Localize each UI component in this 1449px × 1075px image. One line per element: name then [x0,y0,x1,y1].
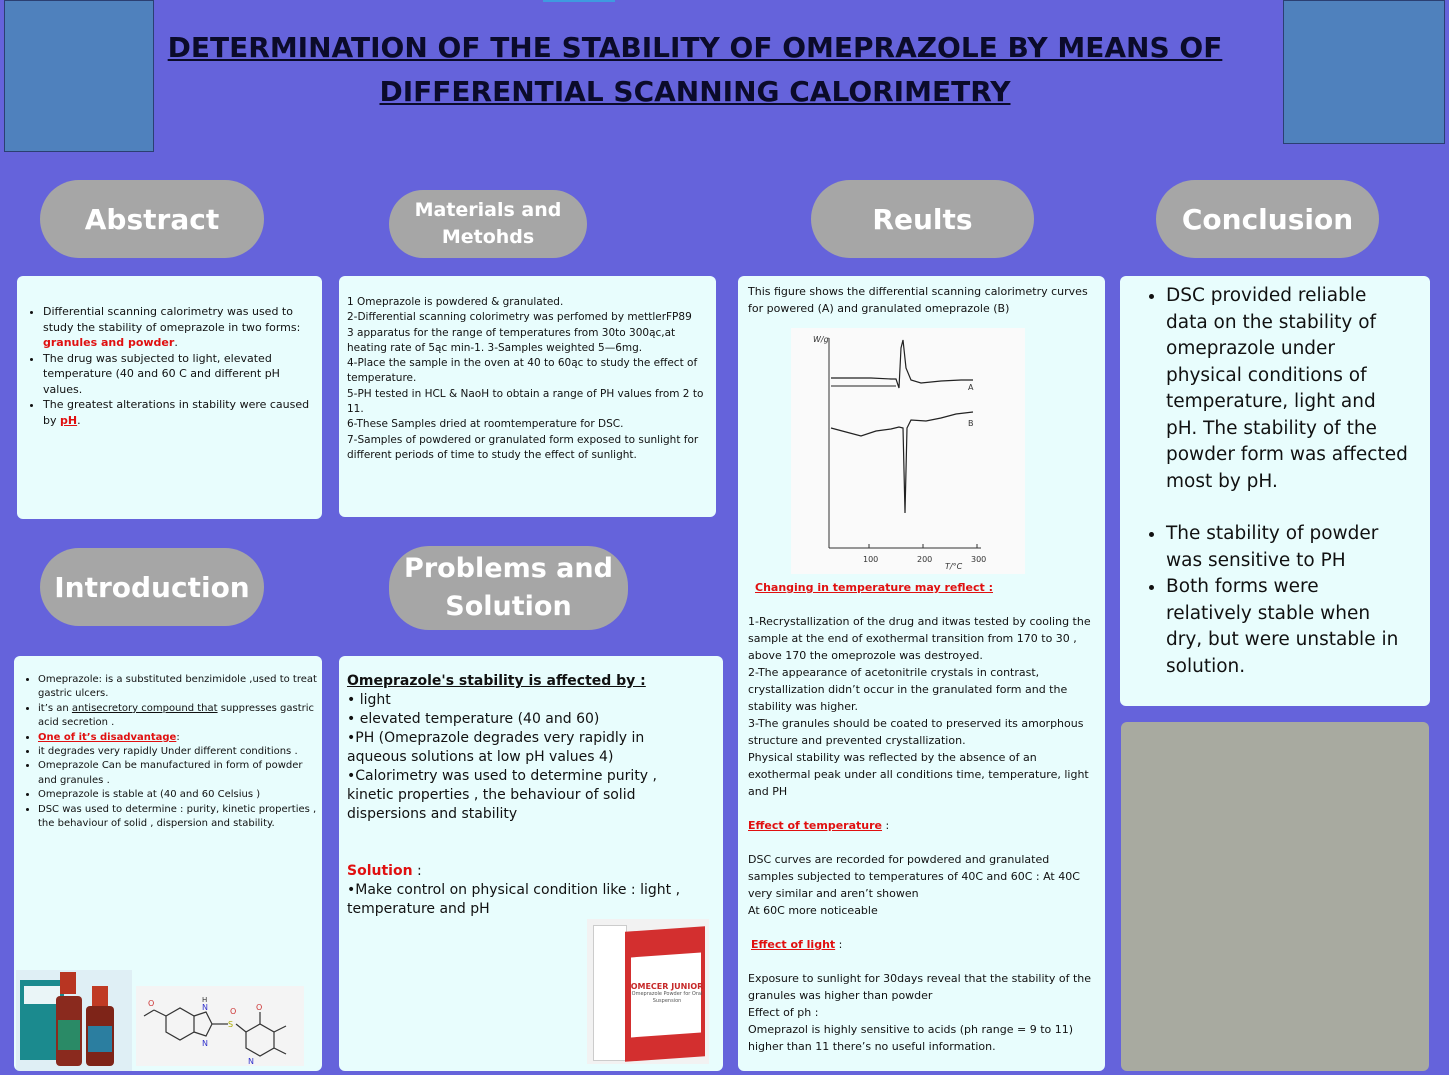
problems-lines [347,691,683,824]
effect-temp-heading: Effect of temperature : [748,819,890,832]
materials-line-6: 6-These Samples dried at roomtemperature for DSC. [347,418,624,431]
svg-text:H: H [202,996,208,1004]
curve-b-label: B [968,419,974,428]
product-name-label: OMECER JUNIOR [630,982,704,991]
poster-title [160,26,1230,114]
temp-line-4: Physical stability was reflected by the absence of an exothermal peak under all conditions time, temperature, light and PH [748,751,1089,798]
effect-ph-line: Omeprazol is highly sensitive to acids (ph range = 9 to 11) higher than 11 there’s no useful information. [748,1023,1074,1053]
problems-line-3: •PH (Omeprazole degrades very rapidly in aqueous solutions at low pH values 4) [347,730,645,765]
solution-label: Solution : [347,863,422,879]
effect-temp-line-2: At 60C more noticeable [748,904,878,917]
intro-bullet-6: • Omeprazole is stable at (40 and 60 Celsius ) [38,788,320,802]
intro-bullet-3: • One of it’s disadvantage: [38,731,320,745]
abstract-bullet-3: • The greatest alterations in stability were caused by pH. [43,397,310,428]
conclusion-bullet-1: • DSC provided reliable data on the stability of omeprazole under physical conditions of temperature, light and pH. The stability of the powder form was affected most by pH. [1166,283,1408,495]
svg-text:S: S [228,1020,234,1029]
intro-bullet-5: • Omeprazole Can be manufactured in form of powder and granules . [38,759,320,788]
abstract-box [17,276,322,519]
abstract-bullet-2: • The drug was subjected to light, elevated temperature (40 and 60 C and different pH values. [43,351,310,398]
conclusion-bullet-2: • The stability of powder was sensitive to PH [1166,521,1408,574]
materials-line-2: 2-Differential scanning colorimetry was perfomed by mettlerFP89 [347,311,692,324]
omeprazole-structure-image [136,986,304,1066]
materials-line-3: 3 apparatus for the range of temperatures from 30to 300ąc,at heating rate of 5ąc min-1. 3-Samples weighted 5—6mg. [347,326,676,354]
temp-line-3: 3-The granules should be coated to preserved its amorphous structure and prevented crystallization. [748,717,1084,747]
corner-block-right [1283,0,1445,144]
corner-block-left [4,0,154,152]
problems-header-line-2: Solution [445,591,572,622]
temp-heading: Changing in temperature may reflect : [755,581,993,594]
product-sub-label: Omeprazole Powder for Oral Suspension [631,991,703,1004]
dsc-figure [791,328,1025,574]
figure-tick-label-100: 100 [863,555,879,564]
grey-panel [1121,722,1429,1071]
materials-header-line-1: Materials and [414,199,562,221]
problems-heading: Omeprazole's stability is affected by : [347,673,646,689]
figure-tick-label-300: 300 [971,555,987,564]
problems-line-1: • light [347,692,391,708]
title-line-1: DETERMINATION OF THE STABILITY OF OMEPRAZOLE BY MEANS OF [167,31,1223,64]
materials-line-5: 5-PH tested in HCL & NaoH to obtain a range of PH values from 2 to 11. [347,387,704,416]
effect-light-heading: Effect of light : [751,938,843,951]
temp-line-2: 2-The appearance of acetonitrile crystals in contrast, crystallization didn’t occur in the granulated form and the stability was higher. [748,666,1068,713]
effect-temp-line-1: DSC curves are recorded for powdered and granulated samples subjected to temperatures of 40C and 60C : At 40C very similar and aren’t showen [748,853,1080,900]
results-header: Reults [811,180,1034,258]
intro-bullet-7: • DSC was used to determine : purity, kinetic properties , the behaviour of solid , dispersion and stability. [38,803,320,832]
svg-text:O: O [230,1007,237,1016]
curve-b [831,412,973,513]
title-line-2: DIFFERENTIAL SCANNING CALORIMETRY [379,75,1011,108]
product-box-image [587,919,709,1064]
abstract-bullet-1: • Differential scanning calorimetry was used to study the stability of omeprazole in two forms: granules and powder. [43,304,310,351]
figure-xlabel: T/°C [945,562,963,571]
problems-line-2: • elevated temperature (40 and 60) [347,711,600,727]
svg-text:O: O [148,999,155,1008]
svg-text:N: N [248,1057,254,1066]
figure-ylabel: W/g [813,335,829,344]
materials-header [389,190,587,258]
intro-bullet-2: • it’s an antisecretory compound that suppresses gastric acid secretion . [38,702,320,731]
temp-lines [748,613,1095,800]
problems-header-line-1: Problems and [404,553,613,584]
problems-box [339,656,723,1071]
materials-header-line-2: Metohds [441,226,535,248]
conclusion-bullet-3: • Both forms were relatively stable when dry, but were unstable in solution. [1166,574,1408,680]
effect-temp-lines [748,851,1095,919]
curve-a-label: A [968,383,974,392]
conclusion-box [1120,276,1430,706]
materials-line-1: 1 Omeprazole is powdered & granulated. [347,296,564,308]
figure-tick-label-200: 200 [917,555,933,564]
intro-bullet-4: • it degrades very rapidly Under different conditions . [38,745,320,759]
temp-line-1: 1-Recrystallization of the drug and itwas tested by cooling the sample at the end of exothermal transition from 170 to 30 , above 170 the omeprozole was destroyed. [748,615,1091,662]
abstract-header: Abstract [40,180,264,258]
effect-ph-heading: Effect of ph : [748,1006,819,1019]
introduction-box [14,656,322,1071]
materials-lines [347,295,704,463]
results-box [738,276,1105,1071]
problems-line-4: •Calorimetry was used to determine purity , kinetic properties , the behaviour of solid dispersions and stability [347,768,657,822]
medicine-bottles-image [16,970,132,1071]
svg-text:N: N [202,1003,208,1012]
curve-a [831,340,973,388]
svg-text:N: N [202,1039,208,1048]
problems-header [389,546,628,630]
intro-bullet-1: • Omeprazole: is a substituted benzimidole ,used to treat gastric ulcers. [38,673,320,702]
effect-light-line: Exposure to sunlight for 30days reveal that the stability of the granules was higher than powder [748,972,1091,1002]
introduction-header: Introduction [40,548,264,626]
top-accent-bar [543,0,615,2]
conclusion-header: Conclusion [1156,180,1379,258]
materials-line-4: 4-Place the sample in the oven at 40 to 60ąc to study the effect of temperature. [347,357,698,385]
solution-line: •Make control on physical condition like : light , temperature and pH [347,882,681,917]
svg-text:O: O [256,1003,263,1012]
results-intro: This figure shows the differential scanning calorimetry curves for powered (A) and granulated omeprazole (B) [748,285,1088,315]
materials-line-7: 7-Samples of powdered or granulated form exposed to sunlight for different periods of time to study the effect of sunlight. [347,433,699,461]
materials-box [339,276,716,517]
